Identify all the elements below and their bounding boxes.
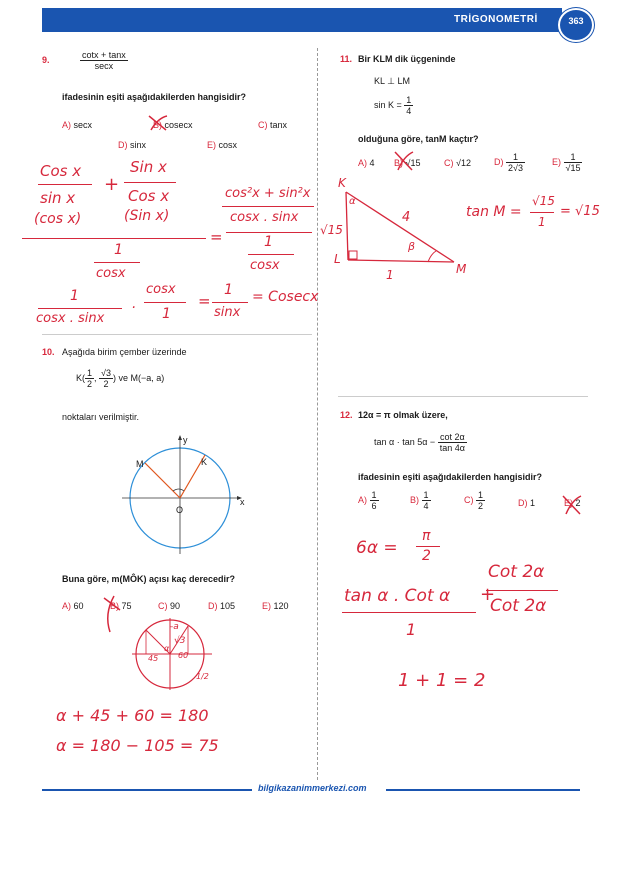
page-number: 363 <box>568 16 584 26</box>
hw-pi: π <box>422 528 431 544</box>
hw-eq: = <box>198 292 211 310</box>
hw-cosx: cosx <box>250 258 280 273</box>
option-letter: E) <box>262 601 271 611</box>
q9-expr-den: secx <box>94 61 114 71</box>
hw-cosx-sinx: cosx . sinx <box>230 210 299 225</box>
q12-answer-mark <box>560 492 584 518</box>
hw-sinx: sinx <box>214 305 241 320</box>
q11-hw-triangle <box>330 180 470 280</box>
option-letter: C) <box>258 120 268 130</box>
hw-cos-x2: Cos x <box>128 187 170 205</box>
hw-sin-x2: Sin x <box>130 158 167 176</box>
hw-cot2a-den: Cot 2α <box>490 596 547 616</box>
q10-question: Buna göre, m(MÔK) açısı kaç derecedir? <box>62 574 236 584</box>
q10-ky-den: 2 <box>103 379 109 389</box>
option-letter: B) <box>110 601 119 611</box>
option-text: 75 <box>121 601 132 611</box>
option-letter: A) <box>62 120 71 130</box>
q10-ky-num: √3 <box>101 368 111 378</box>
q12-expr-left: tan α · tan 5α − <box>374 436 436 447</box>
q9-expression <box>80 50 128 71</box>
hw-result: 1 + 1 = 2 <box>398 670 486 691</box>
q10-k-prefix: K( <box>76 372 85 383</box>
hw-cos-x: Cos x <box>40 162 82 180</box>
option-letter: D) <box>208 601 218 611</box>
option-letter: D) <box>118 140 128 150</box>
q11-option-d[interactable] <box>494 152 525 173</box>
option-text: cosx <box>218 140 238 150</box>
section-divider <box>42 334 312 335</box>
hw-alpha: α <box>349 196 356 207</box>
hw-line <box>124 182 176 183</box>
option-den: 2 <box>478 501 484 511</box>
option-letter: D) <box>494 156 504 167</box>
q10-label-m: M <box>136 459 144 469</box>
hw-q10-eq1: α + 45 + 60 = 180 <box>56 706 209 725</box>
hw-45: 45 <box>148 654 159 663</box>
hw-four: 4 <box>402 210 411 225</box>
hw-one: 1 <box>224 282 233 298</box>
hw-cos2-sin2: cos²x + sin²x <box>225 186 311 201</box>
hw-dot: . <box>132 296 137 312</box>
hw-beta: β <box>408 240 416 253</box>
q11-sin-label: sin K = <box>374 99 402 110</box>
q10-label-y: y <box>183 435 188 445</box>
q9-number: 9. <box>42 55 50 65</box>
option-text: tanx <box>270 120 288 130</box>
q10-label-o: O <box>176 505 184 515</box>
hw-paren-cos: (cos x) <box>34 211 82 227</box>
hw-line <box>222 206 314 207</box>
q12-option-d[interactable] <box>518 498 535 508</box>
q11-perp: KL ⊥ LM <box>374 76 411 86</box>
option-text: √12 <box>456 158 471 168</box>
option-letter: B) <box>410 494 419 505</box>
option-letter: E) <box>552 156 561 167</box>
hw-60: 60 <box>178 651 189 660</box>
hw-line <box>486 590 558 591</box>
q10-unit-circle-figure <box>118 432 258 560</box>
option-num: 1 <box>423 490 429 500</box>
q12-option-b[interactable] <box>410 490 431 511</box>
hw-label-m: M <box>456 262 467 276</box>
hw-line <box>212 302 248 303</box>
q10-option-d[interactable] <box>208 601 235 611</box>
section-divider <box>338 396 588 397</box>
hw-root3: √3 <box>174 636 186 646</box>
option-text: 2 <box>575 498 581 508</box>
q10-number: 10. <box>42 347 55 357</box>
q12-expr-den: tan 4α <box>439 443 465 453</box>
hw-six-alpha: 6α = <box>356 538 398 558</box>
q10-given: noktaları verilmiştir. <box>62 412 140 422</box>
q10-option-c[interactable] <box>158 601 180 611</box>
hw-plus: + <box>104 174 120 195</box>
option-text: √15 <box>405 158 421 168</box>
hw-line <box>144 302 186 303</box>
q11-sin-den: 4 <box>406 106 412 116</box>
q9-option-d[interactable] <box>118 140 146 150</box>
q10-points: K( $\frac{1}{2}$ , $\frac{√3}{2}$ ) ve M(−a, a) <box>76 368 165 389</box>
q11-option-e[interactable] <box>552 152 582 173</box>
hw-one: 1 <box>406 620 417 639</box>
hw-root15: √15 <box>320 223 343 237</box>
q11-answer-mark <box>392 148 416 174</box>
option-letter: C) <box>464 494 474 505</box>
hw-two: 2 <box>422 548 431 564</box>
q12-option-a[interactable] <box>358 490 379 511</box>
column-divider <box>317 48 318 780</box>
hw-cot2a-num: Cot 2α <box>488 562 545 582</box>
q11-sin-num: 1 <box>406 95 412 105</box>
option-num: 1 <box>478 490 484 500</box>
option-letter: C) <box>444 158 454 168</box>
hw-paren-sin: (Sin x) <box>124 208 170 224</box>
hw-label-l: L <box>334 252 341 266</box>
q12-question: ifadesinin eşiti aşağıdakilerden hangisidir? <box>358 472 543 482</box>
footer-line-left <box>42 789 252 791</box>
q10-kx-den: 2 <box>87 379 93 389</box>
hw-line <box>226 232 312 233</box>
hw-tan-result: = √15 <box>560 204 600 219</box>
hw-eq: = <box>210 228 223 246</box>
option-letter: E) <box>207 140 216 150</box>
q11-question: olduğuna göre, tanM kaçtır? <box>358 134 479 144</box>
hw-cosx: cosx <box>96 266 126 281</box>
option-num: 1 <box>371 490 377 500</box>
option-text: cosecx <box>164 120 193 130</box>
hw-q10-eq2: α = 180 − 105 = 75 <box>56 736 219 755</box>
hw-line <box>94 262 140 263</box>
hw-one: 1 <box>386 268 394 282</box>
option-text: 105 <box>220 601 236 611</box>
option-letter: A) <box>358 158 367 168</box>
option-letter: D) <box>518 498 528 508</box>
hw-cosx-sinx: cosx . sinx <box>36 311 105 326</box>
option-letter: E) <box>564 498 573 508</box>
option-den: √15 <box>565 163 581 173</box>
q11-option-c[interactable] <box>444 158 471 168</box>
hw-tan-m: tan M = <box>466 204 522 220</box>
hw-tan-num: √15 <box>532 194 555 208</box>
hw-label-k: K <box>338 176 346 190</box>
q9-expr-num: cotx + tanx <box>82 50 126 60</box>
hw-one: 1 <box>162 306 171 322</box>
hw-line <box>38 184 92 185</box>
q12-expression <box>374 432 467 453</box>
hw-one: 1 <box>114 242 123 258</box>
q9-option-a[interactable] <box>62 120 92 130</box>
option-text: 4 <box>369 158 375 168</box>
hw-one: 1 <box>70 288 79 304</box>
option-den: 2√3 <box>508 163 523 173</box>
hw-line <box>416 546 440 547</box>
hw-tan-den: 1 <box>538 215 546 229</box>
option-num: 1 <box>564 152 583 163</box>
q9-answer-mark <box>146 112 170 134</box>
q11-number: 11. <box>340 54 353 64</box>
q9-option-e[interactable] <box>207 140 237 150</box>
q10-label-x: x <box>240 497 245 507</box>
hw-half: 1/2 <box>196 672 209 681</box>
q12-number: 12. <box>340 410 353 420</box>
q9-prompt: ifadesinin eşiti aşağıdakilerden hangisidir? <box>62 92 247 102</box>
option-num: 1 <box>506 152 525 163</box>
q10-label-k: K <box>201 457 208 467</box>
hw-tan-cot: tan α . Cot α <box>344 586 451 606</box>
q12-cond: 12α = π olmak üzere, <box>358 410 448 420</box>
option-den: 6 <box>371 501 377 511</box>
hw-plus: + <box>480 584 496 605</box>
q11-intro: Bir KLM dik üçgeninde <box>358 54 456 64</box>
q10-kx-num: 1 <box>87 368 93 378</box>
option-letter: A) <box>62 601 71 611</box>
hw-line <box>530 212 554 213</box>
q10-m-point: ) ve M(−a, a) <box>112 372 165 383</box>
option-text: sinx <box>130 140 147 150</box>
option-text: 90 <box>170 601 181 611</box>
option-text: 120 <box>273 601 289 611</box>
hw-sin-x: sin x <box>40 189 76 207</box>
hw-alpha: α <box>164 644 170 653</box>
hw-line <box>38 308 122 309</box>
hw-line <box>248 254 294 255</box>
hw-one: 1 <box>264 234 273 250</box>
q10-answer-mark <box>100 594 124 634</box>
q11-option-a[interactable] <box>358 158 375 168</box>
hw-cosx: cosx <box>146 282 176 297</box>
option-den: 4 <box>423 501 429 511</box>
q10-option-e[interactable] <box>262 601 289 611</box>
q12-expr-num: cot 2α <box>438 432 467 443</box>
q9-option-c[interactable] <box>258 120 287 130</box>
header-title: TRİGONOMETRİ <box>454 14 538 25</box>
option-letter: B) <box>153 120 162 130</box>
q12-option-c[interactable] <box>464 490 485 511</box>
q10-intro: Aşağıda birim çember üzerinde <box>62 347 187 357</box>
hw-main-fraction-line <box>22 238 206 239</box>
q10-option-a[interactable] <box>62 601 84 611</box>
footer-line-right <box>386 789 580 791</box>
option-text: 1 <box>530 498 536 508</box>
footer-site[interactable]: bilgikazanimmerkezi.com <box>258 783 367 793</box>
option-text: 60 <box>73 601 84 611</box>
option-letter: A) <box>358 494 367 505</box>
option-letter: B) <box>394 158 403 168</box>
hw-result: = Cosecx <box>252 289 319 305</box>
option-text: secx <box>73 120 93 130</box>
hw-minus-a: -a <box>170 622 179 632</box>
q11-sin-k <box>374 95 413 116</box>
hw-line <box>342 612 476 613</box>
option-letter: C) <box>158 601 168 611</box>
